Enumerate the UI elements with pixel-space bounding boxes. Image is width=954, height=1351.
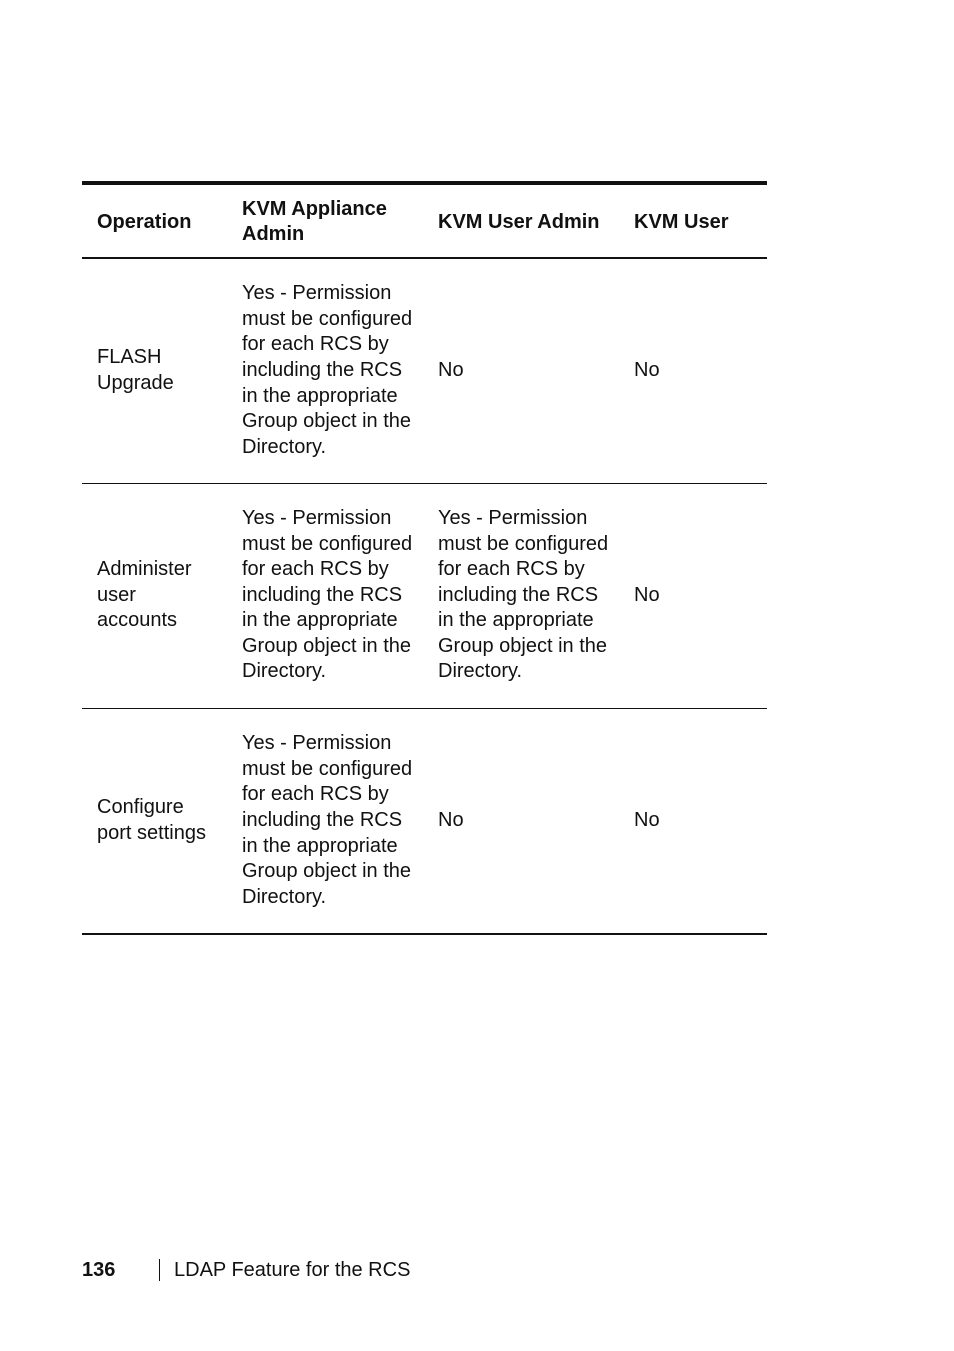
permissions-table (82, 181, 767, 935)
user-cell: No (634, 583, 660, 606)
operation-cell: Administer user accounts (97, 558, 192, 632)
column-header-kvm-appliance-admin: KVM Appliance Admin (242, 198, 387, 245)
user-cell: No (634, 358, 660, 381)
page-number: 136 (82, 1259, 116, 1281)
user-admin-cell: No (438, 808, 464, 831)
appliance-admin-cell: Yes - Permission must be configured for each RCS by including the RCS in the appropriate Group object in the Directory. (242, 732, 413, 908)
column-header-kvm-user-admin: KVM User Admin (438, 210, 600, 233)
table-row (82, 483, 767, 708)
permissions-table-container (82, 181, 767, 935)
user-admin-cell: Yes - Permission must be configured for each RCS by including the RCS in the appropriate Group object in the Directory. (438, 506, 609, 683)
appliance-admin-cell: Yes - Permission must be configured for each RCS by including the RCS in the appropriate Group object in the Directory. (242, 282, 413, 458)
appliance-admin-cell: Yes - Permission must be configured for each RCS by including the RCS in the appropriate Group object in the Directory. (242, 506, 413, 683)
table-body (82, 258, 767, 934)
section-title: LDAP Feature for the RCS (174, 1259, 411, 1281)
table-row (82, 708, 767, 934)
table-header-row (82, 183, 767, 258)
column-header-operation: Operation (97, 210, 192, 233)
user-admin-cell: No (438, 358, 464, 381)
column-header-kvm-user: KVM User (634, 210, 729, 233)
table-row (82, 258, 767, 483)
operation-cell: Configure port settings (97, 796, 206, 844)
operation-cell: FLASH Upgrade (97, 346, 174, 394)
footer-divider (159, 1259, 160, 1281)
table-header (82, 183, 767, 258)
user-cell: No (634, 808, 660, 831)
